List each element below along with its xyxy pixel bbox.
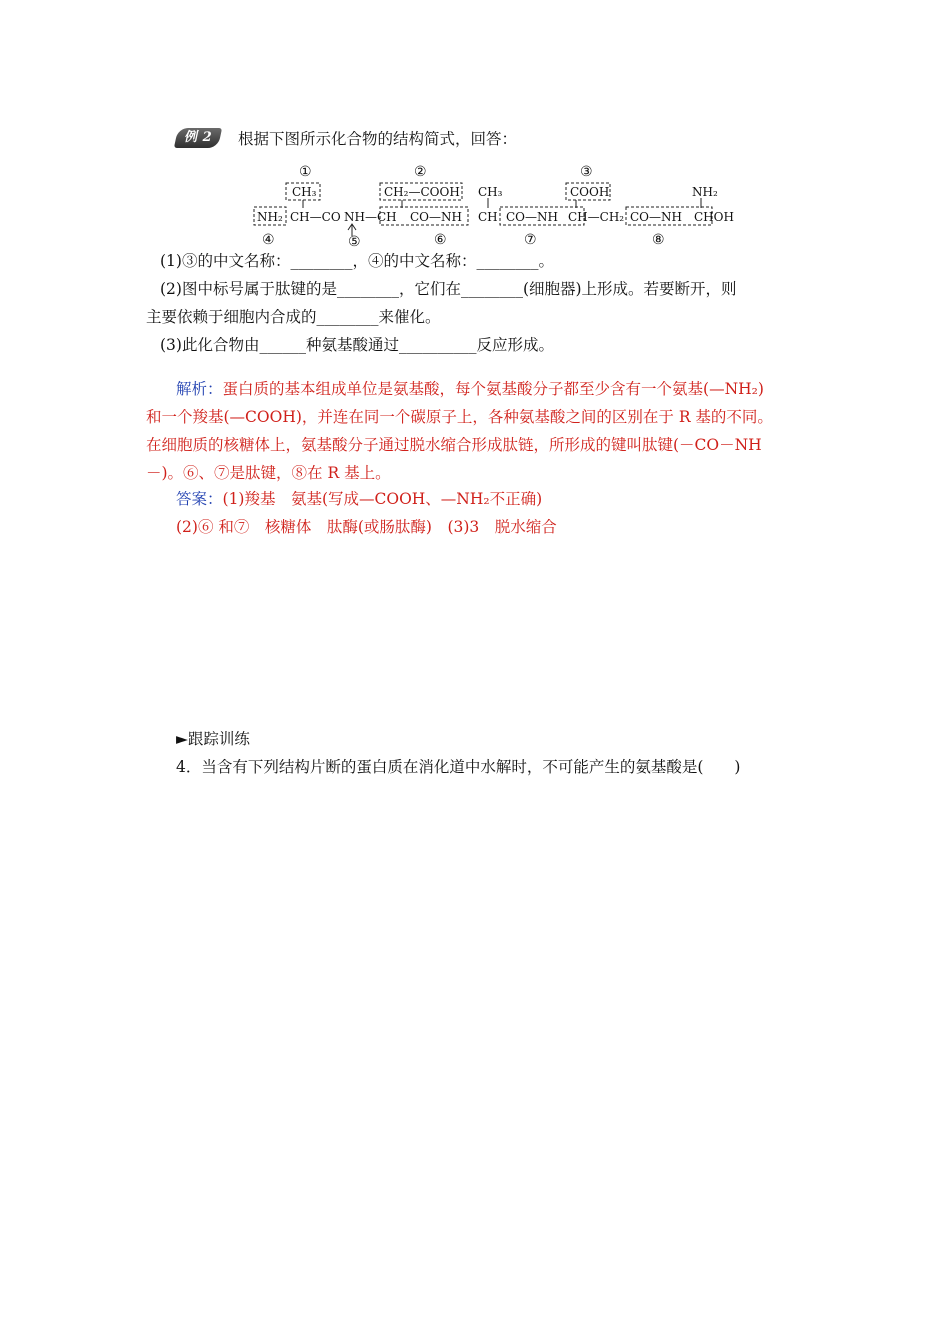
label-3: ③ <box>580 164 593 180</box>
question-2-line2: 主要依赖于细胞内合成的________来催化。 <box>146 308 441 326</box>
question-2-line1: (2)图中标号属于肽键的是________，它们在________(细胞器)上形成。若要断开，则 <box>160 280 737 298</box>
label-6: ⑥ <box>434 232 447 248</box>
analysis-line4: －)。⑥、⑦是肽键，⑧在 R 基上。 <box>146 464 391 482</box>
chain-seg5: CO—NH <box>506 210 558 224</box>
training-heading: ►跟踪训练 <box>176 730 250 748</box>
analysis-line1 <box>176 378 764 400</box>
chain-seg4: CH <box>478 210 498 224</box>
chain-seg7: CO—NH <box>630 210 682 224</box>
analysis-text1: 蛋白质的基本组成单位是氨基酸，每个氨基酸分子都至少含有一个氨基(—NH₂) <box>222 380 764 398</box>
answer-line2: (2)⑥ 和⑦ 核糖体 肽酶(或肠肽酶) (3)3 脱水缩合 <box>176 518 557 536</box>
label-7: ⑦ <box>524 232 537 248</box>
chain-seg1: CH—CO <box>290 210 341 224</box>
label-4: ④ <box>262 232 275 248</box>
chain-seg2: NH—CH <box>344 210 397 224</box>
label-8: ⑧ <box>652 232 665 248</box>
group-ch2cooh: CH₂—COOH <box>384 185 460 199</box>
analysis-label: 解析： <box>176 380 223 398</box>
label-5: ⑤ <box>348 234 361 250</box>
example-question: 根据下图所示化合物的结构简式，回答： <box>238 130 518 148</box>
group-nh2-left: NH₂ <box>257 210 283 224</box>
example-badge: 例 2 <box>174 128 222 148</box>
peptide-structure-svg <box>250 160 750 252</box>
analysis-line3: 在细胞质的核糖体上，氨基酸分子通过脱水缩合形成肽链，所形成的键叫肽键(－CO－NH <box>146 436 762 454</box>
group-ch3-plain: CH₃ <box>478 185 503 199</box>
chain-seg3: CO—NH <box>410 210 462 224</box>
training-question-4: 4．当含有下列结构片断的蛋白质在消化道中水解时，不可能产生的氨基酸是( ) <box>176 758 741 776</box>
answer-line1 <box>176 488 542 510</box>
peptide-structure-diagram <box>250 160 750 256</box>
chain-seg8: CHOH <box>694 210 734 224</box>
label-2: ② <box>414 164 427 180</box>
label-1: ① <box>299 164 312 180</box>
answer-label: 答案： <box>176 490 223 508</box>
question-3: (3)此化合物由______种氨基酸通过__________反应形成。 <box>160 336 554 354</box>
answer-text1: (1)羧基 氨基(写成—COOH、—NH₂不正确) <box>222 490 543 508</box>
group-nh2-top: NH₂ <box>692 185 718 199</box>
question-1: (1)③的中文名称：________，④的中文名称：________。 <box>160 252 554 270</box>
group-ch3-boxed: CH₃ <box>292 185 317 199</box>
chain-seg6: CH—CH₂ <box>568 210 625 224</box>
group-cooh: COOH <box>570 185 610 199</box>
analysis-line2: 和一个羧基(—COOH)，并连在同一个碳原子上，各种氨基酸之间的区别在于 R 基的不同。 <box>146 408 773 426</box>
